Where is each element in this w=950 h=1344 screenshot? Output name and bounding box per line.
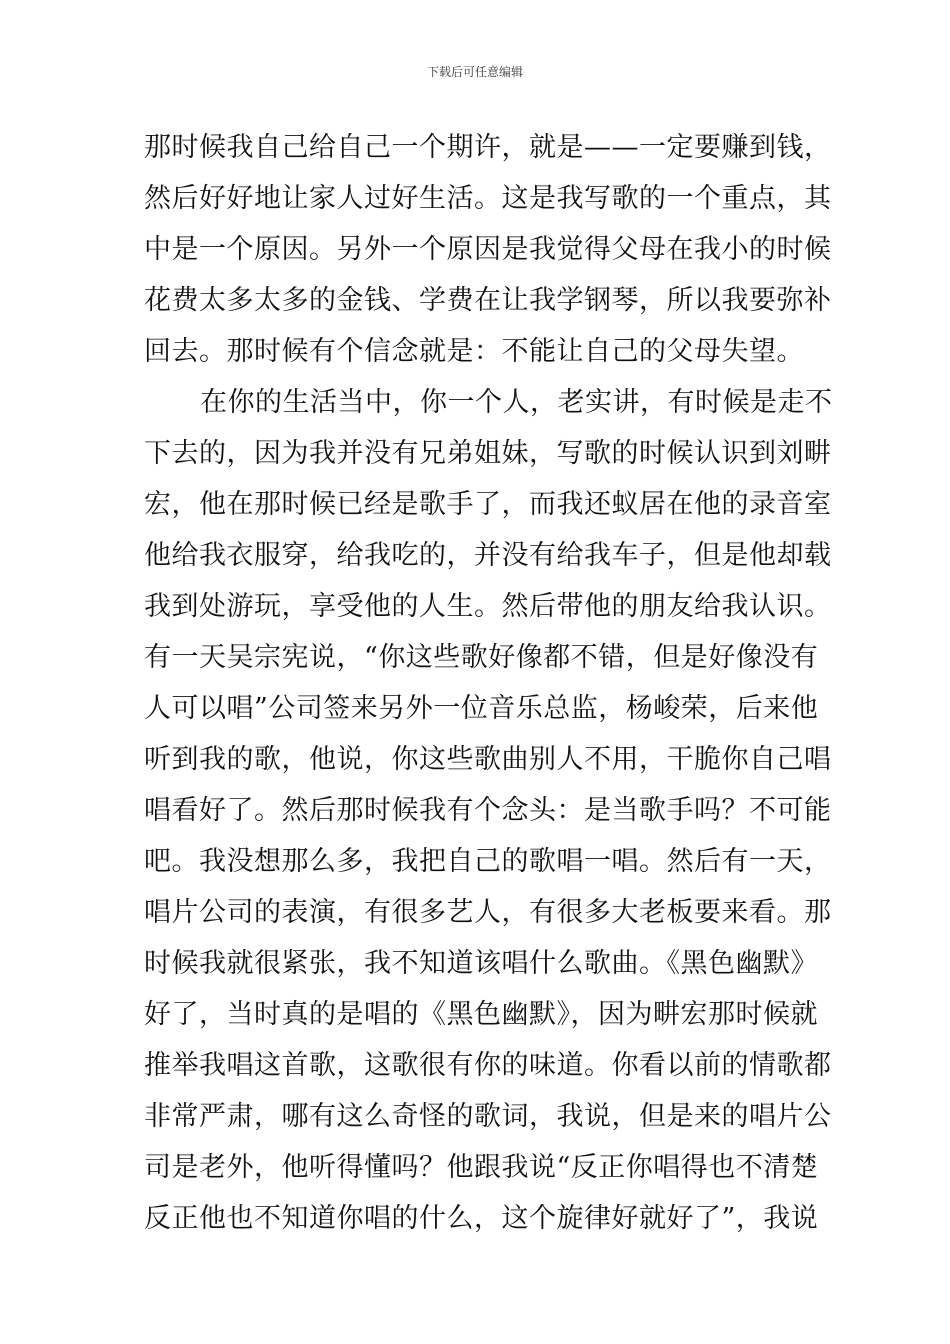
text-line: 他给我衣服穿，给我吃的，并没有给我车子，但是他却载 — [144, 540, 832, 571]
page-header: 下载后可任意编辑 — [426, 65, 523, 79]
text-line-first: 在你的生活当中，你一个人，老实讲，有时候是走不 — [200, 387, 833, 418]
text-line: 吧。我没想那么多，我把自己的歌唱一唱。然后有一天， — [144, 846, 832, 877]
text-line: 非常严肃，哪有这么奇怪的歌词，我说，但是来的唱片公 — [144, 1101, 832, 1132]
text-line: 听到我的歌，他说，你这些歌曲别人不用，干脆你自己唱 — [144, 744, 832, 775]
text-line: 花费太多太多的金钱、学费在让我学钢琴，所以我要弥补 — [144, 285, 832, 316]
text-line: 我到处游玩，享受他的人生。然后带他的朋友给我认识。 — [144, 591, 832, 622]
text-line: 然后好好地让家人过好生活。这是我写歌的一个重点，其 — [144, 183, 832, 214]
text-line: 时候我就很紧张，我不知道该唱什么歌曲。《黑色幽默》 — [144, 948, 818, 979]
text-line: 推举我唱这首歌，这歌很有你的味道。你看以前的情歌都 — [144, 1050, 832, 1081]
text-line: 唱片公司的表演，有很多艺人，有很多大老板要来看。那 — [144, 897, 832, 928]
paragraph-2 — [144, 377, 833, 1244]
text-line: 宏，他在那时候已经是歌手了，而我还蚁居在他的录音室 — [144, 489, 832, 520]
text-line: 那时候我自己给自己一个期许，就是——一定要赚到钱， — [144, 132, 832, 163]
text-line: 有一天吴宗宪说，“你这些歌好像都不错，但是好像没有 — [144, 642, 819, 673]
text-line: 中是一个原因。另外一个原因是我觉得父母在我小的时候 — [144, 234, 832, 265]
text-line: 唱看好了。然后那时候我有个念头：是当歌手吗？不可能 — [144, 795, 832, 826]
text-line: 好了，当时真的是唱的《黑色幽默》，因为畊宏那时候就 — [144, 999, 818, 1030]
text-line: 反正他也不知道你唱的什么，这个旋律好就好了”，我说 — [144, 1203, 819, 1234]
text-line: 回去。那时候有个信念就是：不能让自己的父母失望。 — [144, 336, 804, 367]
paragraph-1 — [144, 122, 832, 377]
document-body — [144, 122, 833, 1244]
text-line: 人可以唱”公司签来另外一位音乐总监，杨峻荣，后来他 — [144, 693, 819, 724]
text-line: 下去的，因为我并没有兄弟姐妹，写歌的时候认识到刘畊 — [144, 438, 832, 469]
text-line: 司是老外，他听得懂吗？他跟我说“反正你唱得也不清楚 — [144, 1152, 819, 1183]
